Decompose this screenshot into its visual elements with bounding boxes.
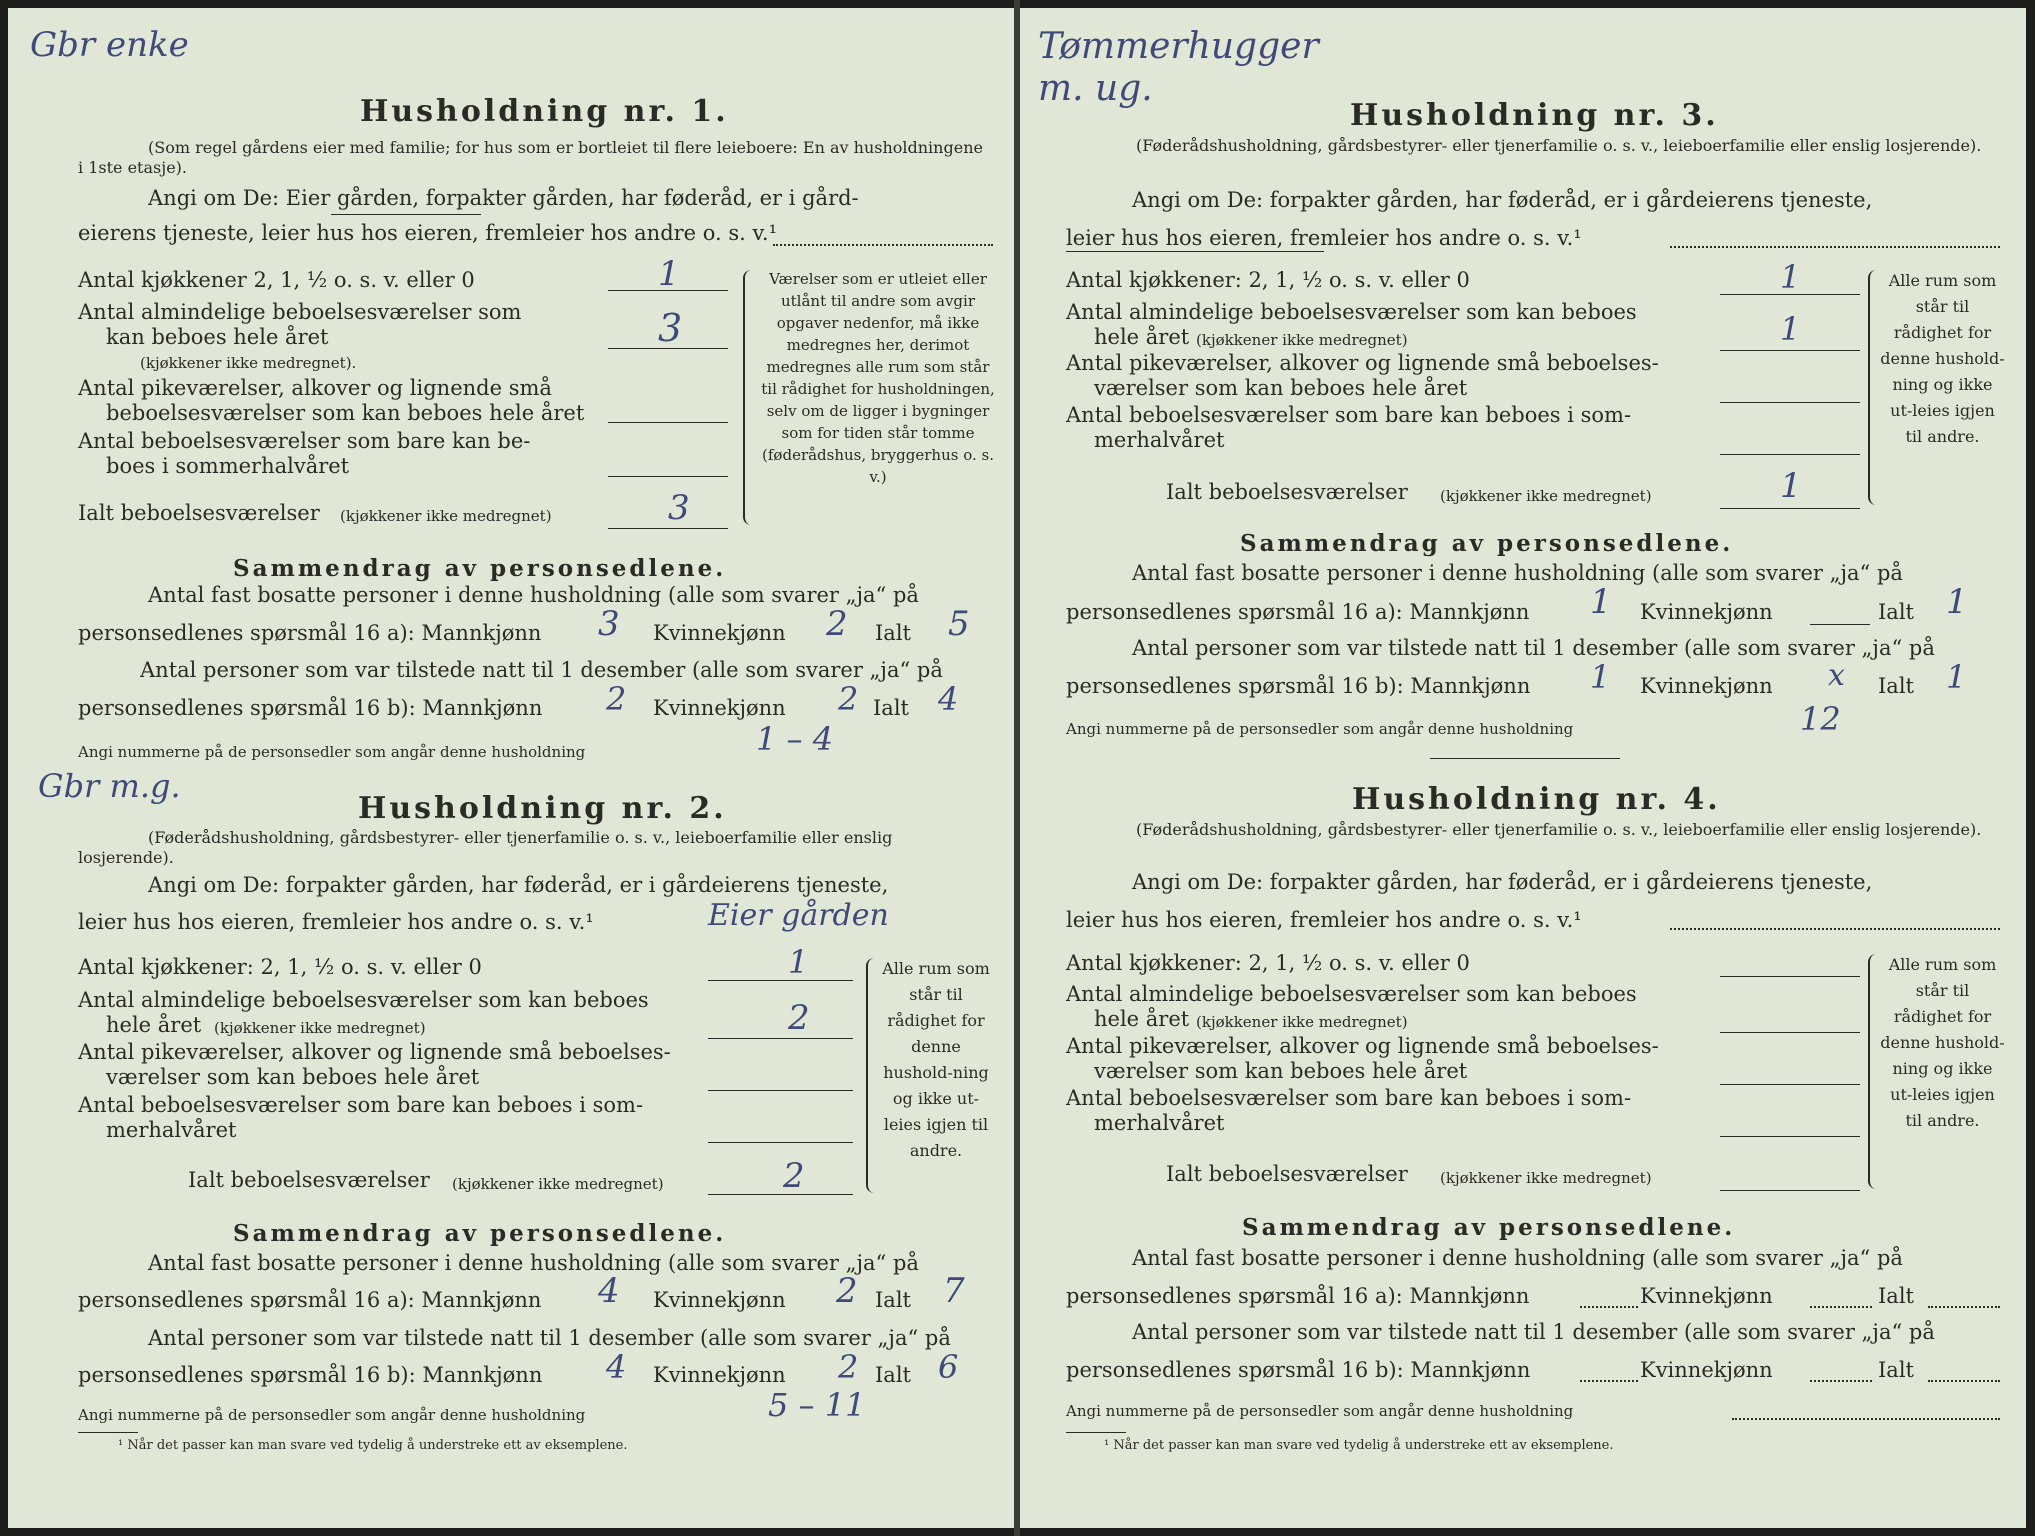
margin-note-left-top: Gbr enke [30,25,189,65]
h2-sommer-line1: Antal beboelsesværelser som bare kan beboes i som- [78,1093,644,1117]
h3-tilst-k-label: Kvinnekjønn [1640,674,1773,698]
h2-tilst-k-label: Kvinnekjønn [653,1363,786,1387]
h2-fast-k-label: Kvinnekjønn [653,1288,786,1312]
h4-alm-line1: Antal almindelige beboelsesværelser som kan beboes [1066,982,1637,1006]
h2-brace [866,958,878,1193]
left-page [8,8,1014,1528]
h3-kjokkener-value: 1 [1780,258,1801,296]
h2-tilst-ialt: 6 [938,1348,959,1386]
h3-title: Husholdning nr. 3. [1350,98,1719,133]
h2-pike-line1: Antal pikeværelser, alkover og lignende små beboelses- [78,1040,671,1064]
h3-side-note: Alle rum som står til rådighet for denne hushold-ning og ikke ut-leies igjen til andre. [1880,271,2005,446]
h2-angi-line1: Angi om De: forpakter gården, har føderåd, er i gårdeierens tjeneste, [148,873,889,897]
h3-angi-line1: Angi om De: forpakter gården, har føderåd, er i gårdeierens tjeneste, [1132,188,1873,212]
h4-fast-m-field[interactable] [1580,1306,1638,1308]
h3-fast-k-label: Kvinnekjønn [1640,600,1773,624]
h1-side-note: Værelser som er utleiet eller utlånt til andre som avgir opgaver nedenfor, må ikke medregnes her, derimot medregnes alle rum som står til rådighet for husholdningen, selv om de ligger i bygninger som for tiden står tomme (føderådshus, bryggerhus o. s. v.) [761,270,995,486]
h4-ialt-note: (kjøkkener ikke medregnet) [1440,1169,1652,1187]
h3-pike-field[interactable] [1720,402,1860,403]
h3-ialt-value: 1 [1780,466,1802,506]
h2-footnote: ¹ Når det passer kan man svare ved tydelig å understreke ett av eksemplene. [118,1438,628,1453]
h3-sommer-field[interactable] [1720,454,1860,455]
h1-sommer-line1: Antal beboelsesværelser som bare kan be- [78,429,531,453]
h3-kjokkener-label: Antal kjøkkener: 2, 1, ½ o. s. v. eller 0 [1066,268,1470,292]
h3-nummer-value: 12 [1800,700,1841,738]
h1-angi-line1: Angi om De: Eier gården, forpakter gården, har føderåd, er i gård- [148,186,859,210]
h2-kjokkener-value: 1 [788,943,809,981]
h3-nummer-label: Angi nummerne på de personsedler som angår denne husholdning [1066,720,1574,738]
h4-side-note: Alle rum som står til rådighet for denne hushold-ning og ikke ut-leies igjen til andre. [1880,955,2005,1130]
h4-brace [1868,954,1880,1189]
h2-angi-value: Eier gården [708,898,889,933]
footnote-rule [78,1432,138,1433]
h2-fast-k: 2 [836,1271,858,1311]
h4-footnote: ¹ Når det passer kan man svare ved tydelig å understreke ett av eksemplene. [1104,1438,1614,1453]
h2-alm-line2: hele året [106,1013,202,1037]
h4-sommer-line2: merhalvåret [1094,1111,1225,1135]
h3-fast-m: 1 [1590,582,1612,622]
h3-tilst-m: 1 [1590,658,1611,696]
h1-title: Husholdning nr. 1. [360,94,729,129]
h2-kjokkener-field[interactable] [708,980,853,981]
h3-angi-line2: leier hus hos eieren, fremleier hos andre o. s. v.¹ [1066,226,1582,250]
h1-alm-line1: Antal almindelige beboelsesværelser som [78,300,522,324]
h2-pike-field[interactable] [708,1090,853,1091]
h2-alm-field[interactable] [708,1038,853,1039]
h4-pike-field[interactable] [1720,1084,1860,1085]
h3-alm-line1: Antal almindelige beboelsesværelser som kan beboes [1066,300,1637,324]
h4-tilst-line1: Antal personer som var tilstede natt til 1 desember (alle som svarer „ja“ på [1132,1320,1935,1344]
h4-summary-title: Sammendrag av personsedlene. [1242,1214,1736,1241]
h2-nummer-label: Angi nummerne på de personsedler som angår denne husholdning [78,1406,586,1424]
h1-tilst-ialt: 4 [938,680,959,718]
h2-alm-note: (kjøkkener ikke medregnet) [214,1019,426,1037]
h1-brace [743,270,755,525]
h3-ialt-note: (kjøkkener ikke medregnet) [1440,487,1652,505]
h2-tilst-ialt-label: Ialt [875,1363,911,1387]
h4-tilst-k-field[interactable] [1810,1380,1872,1382]
h2-tilst-line1: Antal personer som var tilstede natt til 1 desember (alle som svarer „ja“ på [148,1326,951,1350]
h1-fast-ialt: 5 [948,604,970,644]
h3-pike-line2: værelser som kan beboes hele året [1094,376,1468,400]
h1-subtitle: (Som regel gårdens eier med familie; for hus som er bortleiet til flere leieboere: En av husholdningene i 1ste etasje). [78,138,983,177]
footnote-rule-right [1066,1432,1126,1433]
h4-tilst-ialt-field[interactable] [1928,1380,2000,1382]
h3-ialt-field[interactable] [1720,508,1860,509]
h1-pike-line1: Antal pikeværelser, alkover og lignende små [78,376,552,400]
h4-tilst-k-label: Kvinnekjønn [1640,1358,1773,1382]
h2-sommer-line2: merhalvåret [106,1118,237,1142]
h1-fast-k: 2 [826,604,848,644]
h1-alm-line2: kan beboes hele året [106,325,329,349]
h1-tilst-line1: Antal personer som var tilstede natt til 1 desember (alle som svarer „ja“ på [140,658,943,682]
h1-pike-line2: beboelsesværelser som kan beboes hele året [106,401,585,425]
h1-fast-line2: personsedlenes spørsmål 16 a): Mannkjønn [78,621,542,645]
h4-fast-line1: Antal fast bosatte personer i denne husholdning (alle som svarer „ja“ på [1132,1246,1903,1270]
h4-ialt-field[interactable] [1720,1190,1860,1191]
h4-angi-line1: Angi om De: forpakter gården, har føderåd, er i gårdeierens tjeneste, [1132,870,1873,894]
h2-fast-line1: Antal fast bosatte personer i denne husholdning (alle som svarer „ja“ på [148,1251,919,1275]
h2-ialt-note: (kjøkkener ikke medregnet) [452,1175,664,1193]
h4-tilst-line2: personsedlenes spørsmål 16 b): Mannkjønn [1066,1358,1531,1382]
margin-note-right-top: Tømmerhugger m. ug. [1038,26,1319,109]
h4-angi-line2: leier hus hos eieren, fremleier hos andre o. s. v.¹ [1066,908,1582,932]
h2-sommer-field[interactable] [708,1142,853,1143]
h1-angi-fill[interactable] [773,244,993,246]
h3-angi-fill[interactable] [1670,246,2000,248]
h2-tilst-k: 2 [838,1348,859,1386]
h3-fast-ialt-label: Ialt [1878,600,1914,624]
h2-fast-m: 4 [598,1271,620,1311]
h4-alm-field[interactable] [1720,1032,1860,1033]
h1-fast-k-label: Kvinnekjønn [653,621,786,645]
h2-ialt-value: 2 [783,1156,805,1196]
h1-tilst-k-label: Kvinnekjønn [653,696,786,720]
h3-alm-note: (kjøkkener ikke medregnet) [1196,331,1408,349]
h2-tilst-m: 4 [606,1348,627,1386]
h3-tilst-k: x [1828,658,1845,693]
h2-pike-line2: værelser som kan beboes hele året [106,1065,480,1089]
h1-nummer-label: Angi nummerne på de personsedler som angår denne husholdning [78,743,586,761]
margin-note-left-mid: Gbr m.g. [38,767,181,805]
h1-kjokkener-value: 1 [658,254,680,294]
h2-fast-ialt-label: Ialt [875,1288,911,1312]
h3-alm-value: 1 [1780,310,1801,348]
h3-fast-line2: personsedlenes spørsmål 16 a): Mannkjønn [1066,600,1530,624]
h4-fast-k-label: Kvinnekjønn [1640,1284,1773,1308]
h2-side-note: Alle rum som står til rådighet for denne hushold-ning og ikke ut-leies igjen til andre. [882,959,990,1160]
h3-alm-line2: hele året [1094,325,1190,349]
h2-title: Husholdning nr. 2. [358,791,727,826]
h2-tilst-line2: personsedlenes spørsmål 16 b): Mannkjønn [78,1363,543,1387]
h4-sommer-field[interactable] [1720,1136,1860,1137]
h3-tilst-line2: personsedlenes spørsmål 16 b): Mannkjønn [1066,674,1531,698]
h1-summary-title: Sammendrag av personsedlene. [233,555,727,582]
h2-nummer-value: 5 – 11 [768,1386,866,1424]
h1-tilst-k: 2 [838,680,859,718]
h4-tilst-ialt-label: Ialt [1878,1358,1914,1382]
h1-tilst-line2: personsedlenes spørsmål 16 b): Mannkjønn [78,696,543,720]
h3-tilst-ialt: 1 [1946,658,1967,696]
h1-fast-ialt-label: Ialt [875,621,911,645]
h4-angi-fill[interactable] [1670,928,2000,930]
section-divider [1430,758,1620,759]
h2-fast-line2: personsedlenes spørsmål 16 a): Mannkjønn [78,1288,542,1312]
h1-fast-line1: Antal fast bosatte personer i denne husholdning (alle som svarer „ja“ på [148,583,919,607]
h1-nummer-value: 1 – 4 [756,720,834,758]
h1-ialt-note: (kjøkkener ikke medregnet) [340,507,552,525]
h1-sommer-line2: boes i sommerhalvåret [106,454,350,478]
h3-ialt-label: Ialt beboelsesværelser [1166,480,1408,504]
h1-alm-value: 3 [658,306,683,350]
h3-fast-ialt: 1 [1946,582,1968,622]
h3-sommer-line2: merhalvåret [1094,428,1225,452]
h4-fast-line2: personsedlenes spørsmål 16 a): Mannkjønn [1066,1284,1530,1308]
h1-eier-underline [331,214,481,215]
h4-alm-line2: hele året [1094,1007,1190,1031]
h4-fast-ialt-field[interactable] [1928,1306,2000,1308]
h2-kjokkener-label: Antal kjøkkener: 2, 1, ½ o. s. v. eller 0 [78,955,482,979]
h1-ialt-value: 3 [668,488,690,528]
h3-fast-k-field[interactable] [1810,624,1870,625]
h3-summary-title: Sammendrag av personsedlene. [1240,530,1734,557]
h4-kjokkener-label: Antal kjøkkener: 2, 1, ½ o. s. v. eller 0 [1066,951,1470,975]
h1-sommer-field[interactable] [608,476,728,477]
h4-tilst-m-field[interactable] [1580,1380,1638,1382]
h3-pike-line1: Antal pikeværelser, alkover og lignende små beboelses- [1066,351,1659,375]
h1-angi-line2: eierens tjeneste, leier hus hos eieren, fremleier hos andre o. s. v.¹ [78,221,777,245]
h4-pike-line1: Antal pikeværelser, alkover og lignende små beboelses- [1066,1034,1659,1058]
h3-tilst-line1: Antal personer som var tilstede natt til 1 desember (alle som svarer „ja“ på [1132,636,1935,660]
h2-alm-line1: Antal almindelige beboelsesværelser som kan beboes [78,988,649,1012]
h1-fast-m: 3 [598,604,620,644]
h1-kjokkener-label: Antal kjøkkener 2, 1, ½ o. s. v. eller 0 [78,268,475,292]
h2-subtitle: (Føderådshusholdning, gårdsbestyrer- eller tjenerfamilie o. s. v., leieboerfamilie eller enslig losjerende). [78,828,893,867]
h4-fast-ialt-label: Ialt [1878,1284,1914,1308]
h4-fast-k-field[interactable] [1810,1306,1872,1308]
h1-alm-line3: (kjøkkener ikke medregnet). [140,354,357,372]
right-page [1020,8,2026,1528]
h4-ialt-label: Ialt beboelsesværelser [1166,1162,1408,1186]
h2-ialt-field[interactable] [708,1194,853,1195]
h3-brace [1868,270,1880,505]
h2-fast-ialt: 7 [943,1271,965,1311]
h4-pike-line2: værelser som kan beboes hele året [1094,1059,1468,1083]
h3-leier-underline [1066,251,1324,252]
h3-subtitle: (Føderådshusholdning, gårdsbestyrer- eller tjenerfamilie o. s. v., leieboerfamilie eller enslig losjerende). [1136,136,1982,155]
h2-summary-title: Sammendrag av personsedlene. [233,1220,727,1247]
h2-ialt-label: Ialt beboelsesværelser [188,1168,430,1192]
h3-sommer-line1: Antal beboelsesværelser som bare kan beboes i som- [1066,403,1632,427]
h1-pike-field[interactable] [608,422,728,423]
h3-fast-line1: Antal fast bosatte personer i denne husholdning (alle som svarer „ja“ på [1132,561,1903,585]
h4-alm-note: (kjøkkener ikke medregnet) [1196,1013,1408,1031]
h3-alm-field[interactable] [1720,350,1860,351]
h4-subtitle: (Føderådshusholdning, gårdsbestyrer- eller tjenerfamilie o. s. v., leieboerfamilie eller enslig losjerende). [1136,820,1982,839]
h4-nummer-label: Angi nummerne på de personsedler som angår denne husholdning [1066,1402,1574,1420]
h1-ialt-field[interactable] [608,528,728,529]
h1-tilst-ialt-label: Ialt [873,696,909,720]
h4-kjokkener-field[interactable] [1720,976,1860,977]
h1-ialt-label: Ialt beboelsesværelser [78,501,320,525]
h4-nummer-field[interactable] [1732,1418,2000,1420]
h1-tilst-m: 2 [606,680,627,718]
h2-angi-line2: leier hus hos eieren, fremleier hos andre o. s. v.¹ [78,910,594,934]
h4-title: Husholdning nr. 4. [1352,782,1721,817]
h2-alm-value: 2 [788,998,810,1038]
h3-tilst-ialt-label: Ialt [1878,674,1914,698]
h4-sommer-line1: Antal beboelsesværelser som bare kan beboes i som- [1066,1086,1632,1110]
